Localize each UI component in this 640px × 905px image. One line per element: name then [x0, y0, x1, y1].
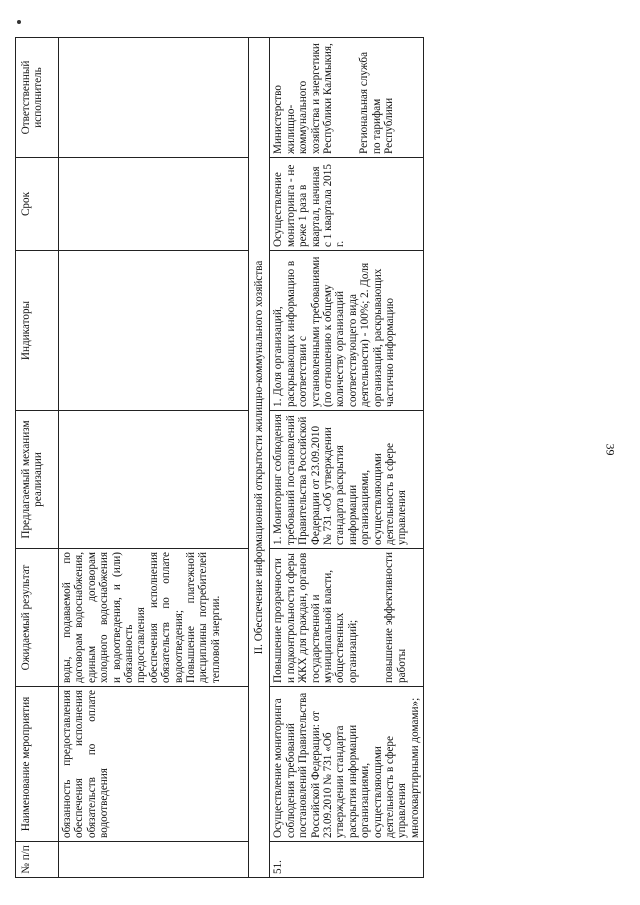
cont-result: воды, подаваемой по договорам водоснабжения, единым договорам холодного водоснабжения и водоотведения, и (или) обязанность предоставления обеспечения исполнения обязательств по оплате водоотведения; Повышение платежной дисциплины потребителей тепловой энергии. [59, 549, 249, 687]
cont-responsible [59, 38, 249, 158]
row51-result-2: повышение эффективности работы [383, 552, 408, 683]
section-row [249, 38, 270, 878]
row51-name: Осуществление мониторинга соблюдения требований постановлений Правительства Российской Федерации: от 23.09.2010 № 731 «Об утверждении стандарта раскрытия информации организациями, осуществляющими деятельность в сфере управления многоквартирными домами»; [270, 687, 424, 842]
header-responsible: Ответственный исполнитель [16, 38, 59, 158]
cont-mechanism [59, 411, 249, 549]
row51-responsible-2: Региональная служба по тарифам Республики [358, 51, 396, 154]
continuation-row [59, 38, 249, 878]
header-deadline: Срок [16, 158, 59, 251]
cont-name: обязанность предоставления обеспечения исполнения обязательств по оплате водоотведения [59, 687, 249, 842]
scan-dot [17, 20, 21, 24]
table-row [270, 38, 424, 878]
header-mechanism: Предлагаемый механизм реализации [16, 411, 59, 549]
header-indicators: Индикаторы [16, 251, 59, 411]
row51-result [270, 549, 424, 687]
row51-result-1: Повышение прозрачности и подконтрольности сферы ЖКХ для граждан, органов государственной и муниципальной власти, общественных организаций; [272, 552, 359, 683]
row51-num: 51. [270, 842, 424, 878]
header-name: Наименование мероприятия [16, 687, 59, 842]
section-title: II. Обеспечение информационной открытости жилищно-коммунального хозяйства [249, 38, 270, 878]
header-row [16, 38, 59, 878]
cont-num [59, 842, 249, 878]
rotated-page [15, 38, 570, 878]
cont-deadline [59, 158, 249, 251]
row51-indicators: 1. Доля организаций, раскрывающих информацию в соответствии с установленными требованиями (по отношению к общему количеству организаций соответствующего вида деятельности) - 100%; 2. Доля организаций, раскрывающих частично информацию [270, 251, 424, 411]
cont-indicators [59, 251, 249, 411]
row51-deadline: Осуществление мониторинга - не реже 1 раза в квартал, начиная с 1 квартала 2015 г. [270, 158, 424, 251]
header-result: Ожидаемый результат [16, 549, 59, 687]
action-plan-table [15, 37, 424, 878]
header-num: № п/п [16, 842, 59, 878]
row51-responsible [270, 38, 424, 158]
row51-mechanism: 1. Мониторинг соблюдения требований постановлений Правительства Российской Федерации от 23.09.2010 № 731 «Об утверждении стандарта раскрытия информации организациями, осуществляющими деятельность в сфере управления [270, 411, 424, 549]
page-number: 39 [603, 443, 618, 456]
row51-responsible-1: Министерство жилищно-коммунального хозяйства и энергетики Республики Калмыкия, [272, 43, 335, 154]
